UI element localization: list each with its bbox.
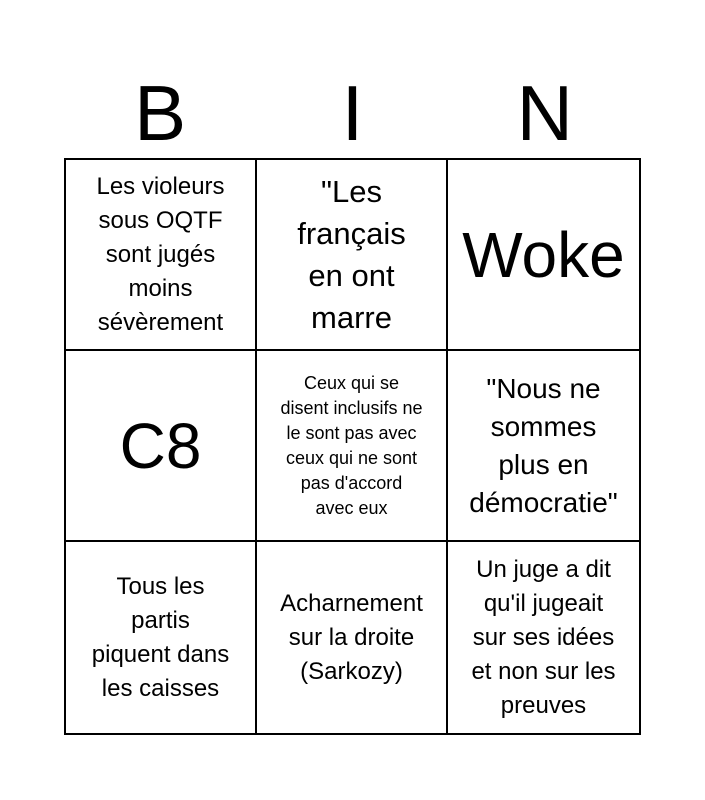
bingo-header <box>64 68 641 158</box>
bingo-cell[interactable] <box>448 160 639 351</box>
bingo-cell[interactable] <box>448 542 639 733</box>
cell-text: "Les français en ont marre <box>297 173 406 335</box>
bingo-cell[interactable] <box>66 160 257 351</box>
bingo-cell[interactable] <box>66 542 257 733</box>
cell-text: Acharnement sur la droite (Sarkozy) <box>280 589 423 685</box>
cell-text: Un juge a dit qu'il jugeait sur ses idées et non sur les preuves <box>471 555 616 719</box>
bingo-cell[interactable] <box>257 160 448 351</box>
header-letter-i: I <box>341 69 364 157</box>
cell-text: "Nous ne sommes plus en démocratie" <box>469 372 618 518</box>
bingo-cell[interactable] <box>448 351 639 542</box>
cell-text: Ceux qui se disent inclusifs ne le sont pas avec ceux qui ne sont pas d'accord avec eux <box>280 372 423 518</box>
bingo-cell[interactable] <box>257 351 448 542</box>
bingo-cell[interactable] <box>66 351 257 542</box>
cell-text: Tous les partis piquent dans les caisses <box>91 572 230 702</box>
bingo-cell[interactable] <box>257 542 448 733</box>
cell-text: C8 <box>119 409 202 482</box>
header-letter-b: B <box>134 69 187 157</box>
cell-text: Les violeurs sous OQTF sont jugés moins sévèrement <box>96 172 225 336</box>
header-letter-n: N <box>516 69 573 157</box>
cell-text: Woke <box>462 218 625 291</box>
bingo-grid <box>64 158 641 735</box>
